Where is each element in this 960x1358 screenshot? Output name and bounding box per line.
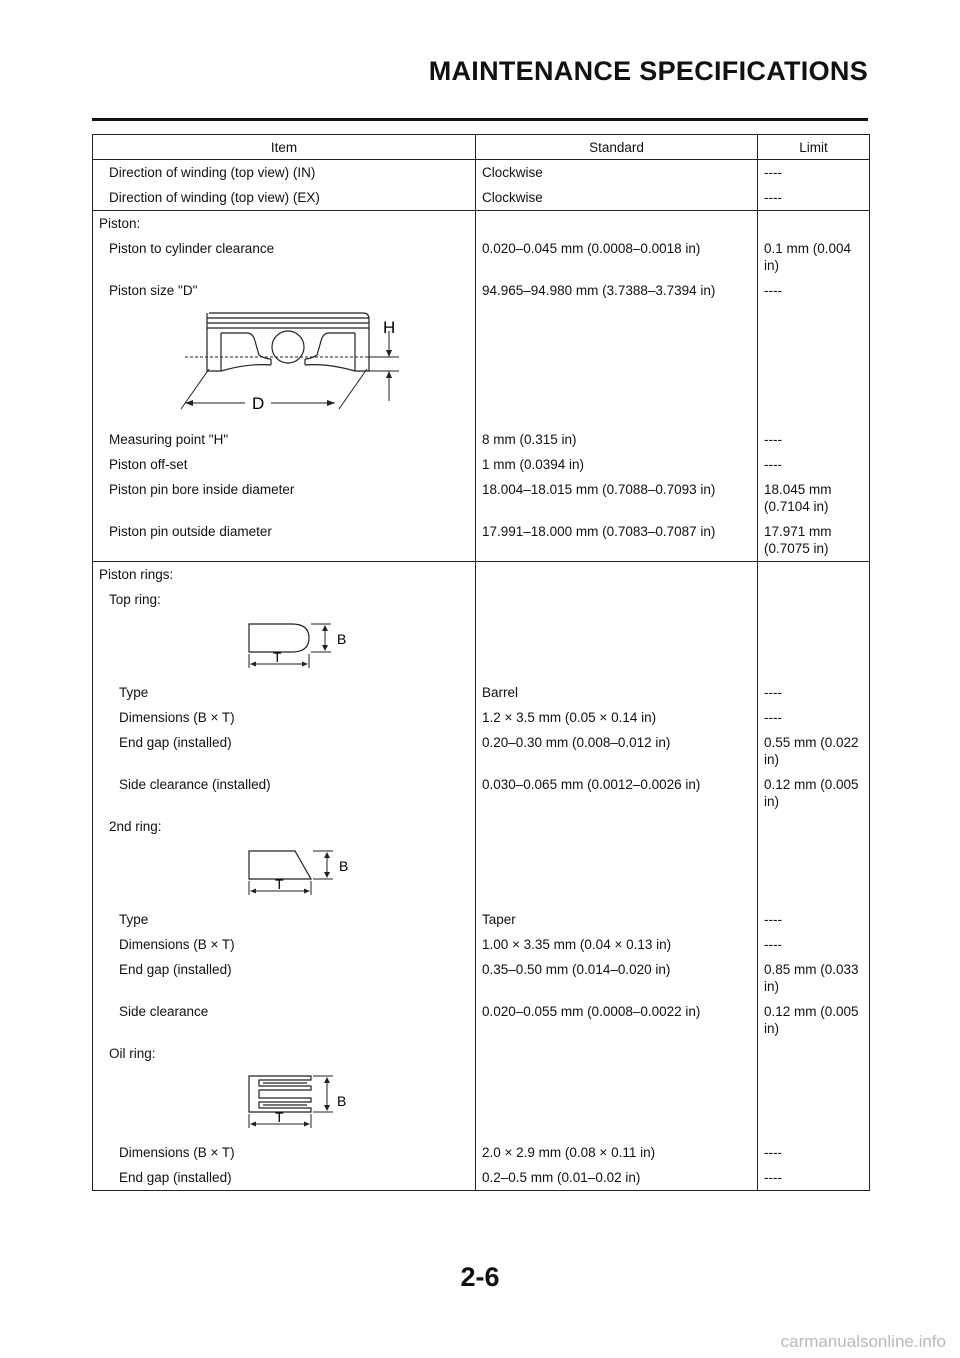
diagram-label-t: T [275,876,284,892]
standard-cell: 0.020–0.045 mm (0.0008–0.0018 in) [476,236,758,278]
item-cell: Piston pin outside diameter [93,519,476,562]
page-title: MAINTENANCE SPECIFICATIONS [428,56,868,86]
table-row [93,680,870,705]
item-cell: End gap (installed) [93,730,476,772]
limit-cell: 0.12 mm (0.005 in) [758,999,870,1041]
standard-cell: Taper [476,907,758,932]
standard-cell: 18.004–18.015 mm (0.7088–0.7093 in) [476,477,758,519]
limit-cell: 0.1 mm (0.004 in) [758,236,870,278]
item-cell: Piston off-set [93,452,476,477]
standard-cell: 17.991–18.000 mm (0.7083–0.7087 in) [476,519,758,562]
limit-cell: ---- [758,278,870,303]
standard-cell: 1 mm (0.0394 in) [476,452,758,477]
section-heading-piston-rings: Piston rings: [93,562,476,588]
limit-cell: ---- [758,160,870,186]
item-cell: End gap (installed) [93,957,476,999]
subsection-heading-oil-ring: Oil ring: [93,1041,476,1066]
table-row [93,999,870,1041]
page-number: 2-6 [460,1262,500,1292]
table-row [93,814,870,839]
subsection-heading-2nd-ring: 2nd ring: [93,814,476,839]
standard-cell: 2.0 × 2.9 mm (0.08 × 0.11 in) [476,1140,758,1165]
title-divider [92,118,868,121]
table-row [93,427,870,452]
oil-ring-diagram [99,1072,399,1130]
specifications-table [92,134,870,1191]
item-cell: Piston to cylinder clearance [93,236,476,278]
table-row [93,477,870,519]
diagram-row [93,612,870,680]
limit-cell: ---- [758,907,870,932]
item-cell: Direction of winding (top view) (IN) [93,160,476,186]
section-heading-piston: Piston: [93,211,476,237]
table-row [93,730,870,772]
standard-cell: 0.030–0.065 mm (0.0012–0.0026 in) [476,772,758,814]
limit-cell: 0.12 mm (0.005 in) [758,772,870,814]
item-cell: Measuring point "H" [93,427,476,452]
second-ring-diagram [99,845,399,897]
limit-cell: ---- [758,1165,870,1191]
item-cell: End gap (installed) [93,1165,476,1191]
limit-cell: 18.045 mm (0.7104 in) [758,477,870,519]
header-limit: Limit [758,135,870,160]
standard-cell: 1.2 × 3.5 mm (0.05 × 0.14 in) [476,705,758,730]
item-cell: Side clearance [93,999,476,1041]
table-row [93,452,870,477]
item-cell: Dimensions (B × T) [93,932,476,957]
limit-cell: ---- [758,185,870,211]
table-row [93,236,870,278]
limit-cell: ---- [758,680,870,705]
limit-cell: 0.85 mm (0.033 in) [758,957,870,999]
standard-cell: 1.00 × 3.35 mm (0.04 × 0.13 in) [476,932,758,957]
limit-cell: 0.55 mm (0.022 in) [758,730,870,772]
header-standard: Standard [476,135,758,160]
table-row [93,562,870,588]
limit-cell: ---- [758,1140,870,1165]
table-row [93,185,870,211]
item-cell: Dimensions (B × T) [93,705,476,730]
diagram-label-b: B [339,858,349,874]
diagram-label-b: B [337,1093,347,1109]
item-cell: Piston pin bore inside diameter [93,477,476,519]
diagram-label-d: D [252,394,265,413]
top-ring-diagram [99,618,399,670]
standard-cell: 0.20–0.30 mm (0.008–0.012 in) [476,730,758,772]
table-row [93,1041,870,1066]
limit-cell: ---- [758,932,870,957]
diagram-row [93,303,870,427]
table-row [93,160,870,186]
piston-diagram [99,309,399,417]
standard-cell: 0.35–0.50 mm (0.014–0.020 in) [476,957,758,999]
item-cell: Side clearance (installed) [93,772,476,814]
standard-cell: 94.965–94.980 mm (3.7388–3.7394 in) [476,278,758,303]
table-row [93,211,870,237]
subsection-heading-top-ring: Top ring: [93,587,476,612]
table-row [93,957,870,999]
item-cell: Dimensions (B × T) [93,1140,476,1165]
diagram-label-b: B [337,631,347,647]
table-row [93,772,870,814]
standard-cell: 0.020–0.055 mm (0.0008–0.0022 in) [476,999,758,1041]
standard-cell: Clockwise [476,185,758,211]
table-row [93,587,870,612]
limit-cell: 17.971 mm (0.7075 in) [758,519,870,562]
diagram-row [93,839,870,907]
table-row [93,907,870,932]
item-cell: Direction of winding (top view) (EX) [93,185,476,211]
standard-cell: Clockwise [476,160,758,186]
table-header-row [93,135,870,160]
standard-cell: 8 mm (0.315 in) [476,427,758,452]
table-row [93,932,870,957]
item-cell: Piston size "D" [93,278,476,303]
item-cell: Type [93,680,476,705]
diagram-label-h: H [383,318,396,337]
diagram-label-t: T [275,1109,284,1125]
standard-cell: Barrel [476,680,758,705]
diagram-row [93,1066,870,1140]
limit-cell: ---- [758,452,870,477]
limit-cell: ---- [758,705,870,730]
header-item: Item [93,135,476,160]
table-row [93,705,870,730]
table-row [93,1140,870,1165]
watermark: carmanualsonline.info [780,1332,946,1351]
standard-cell: 0.2–0.5 mm (0.01–0.02 in) [476,1165,758,1191]
limit-cell: ---- [758,427,870,452]
item-cell: Type [93,907,476,932]
diagram-label-t: T [273,649,282,665]
table-row [93,519,870,562]
table-row [93,1165,870,1191]
table-row [93,278,870,303]
